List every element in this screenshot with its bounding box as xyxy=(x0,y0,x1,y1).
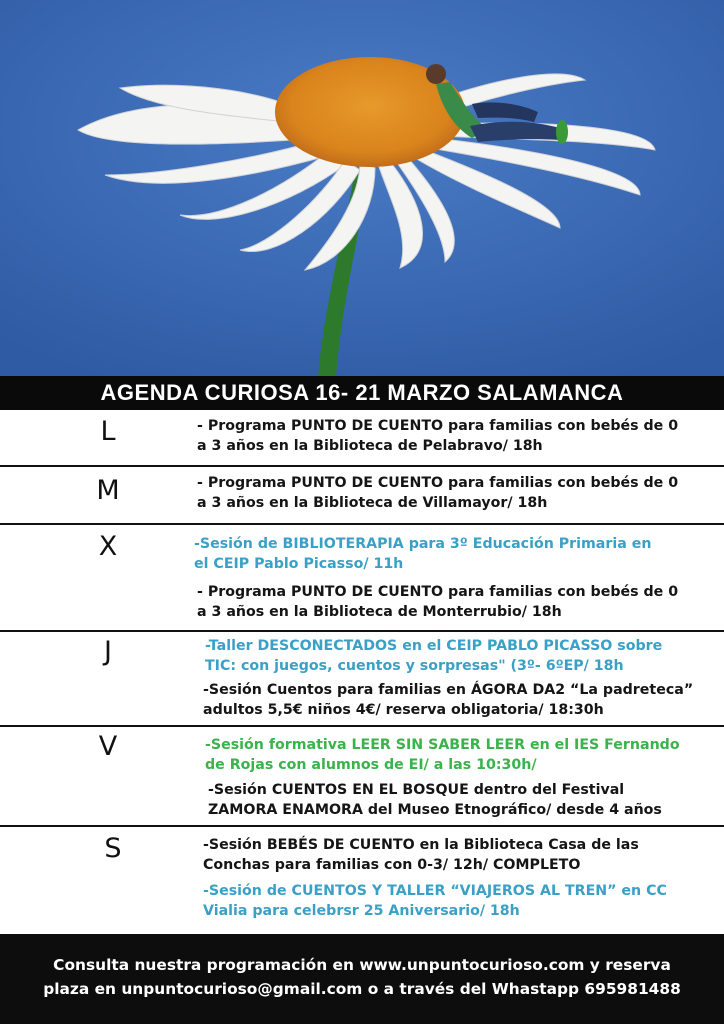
event-item: -Sesión de BIBLIOTERAPIA para 3º Educación Primaria en el CEIP Pablo Picasso/ 11h xyxy=(194,536,652,572)
day-row-s xyxy=(0,827,724,934)
day-letter: M xyxy=(96,475,120,506)
day-row-v xyxy=(0,727,724,827)
day-row-x xyxy=(0,525,724,632)
day-letter: V xyxy=(98,731,118,762)
day-row-l xyxy=(0,410,724,467)
footer-contact: Consulta nuestra programación en www.unpuntocurioso.com y reserva plaza en unpuntocurioso@gmail.com o a través del Whastapp 695981488 xyxy=(0,934,724,1024)
day-letter: L xyxy=(100,416,116,447)
daisy-illustration xyxy=(0,0,724,376)
event-item: - Programa PUNTO DE CUENTO para familias con bebés de 0 a 3 años en la Biblioteca de Villamayor/ 18h xyxy=(197,475,679,511)
event-item: -Sesión Cuentos para familias en ÁGORA DA2 “La padreteca” adultos 5,5€ niños 4€/ reserva obligatoria/ 18:30h xyxy=(203,682,694,718)
day-letter: S xyxy=(104,833,122,864)
event-item: -Taller DESCONECTADOS en el CEIP PABLO PICASSO sobre TIC: con juegos, cuentos y sorpresas" (3º- 6ºEP/ 18h xyxy=(205,638,663,674)
event-item: -Sesión de CUENTOS Y TALLER “VIAJEROS AL TREN” en CC Vialia para celebrsr 25 Aniversario/ 18h xyxy=(203,883,667,919)
event-item: -Sesión BEBÉS DE CUENTO en la Biblioteca Casa de las Conchas para familias con 0-3/ 12h/ COMPLETO xyxy=(203,837,639,873)
day-row-m xyxy=(0,467,724,525)
day-letter: X xyxy=(98,531,118,562)
event-item: - Programa PUNTO DE CUENTO para familias con bebés de 0 a 3 años en la Biblioteca de Pelabravo/ 18h xyxy=(197,418,679,454)
hero-illustration xyxy=(0,0,724,376)
page-title: AGENDA CURIOSA 16- 21 MARZO SALAMANCA xyxy=(0,376,724,410)
event-item: - Programa PUNTO DE CUENTO para familias con bebés de 0 a 3 años en la Biblioteca de Monterrubio/ 18h xyxy=(197,584,679,620)
event-item: -Sesión formativa LEER SIN SABER LEER en el IES Fernando de Rojas con alumnos de EI/ a las 10:30h/ xyxy=(205,737,680,773)
day-row-j xyxy=(0,632,724,727)
day-letter: J xyxy=(104,636,112,667)
event-item: -Sesión CUENTOS EN EL BOSQUE dentro del Festival ZAMORA ENAMORA del Museo Etnográfico/ desde 4 años xyxy=(208,782,662,818)
